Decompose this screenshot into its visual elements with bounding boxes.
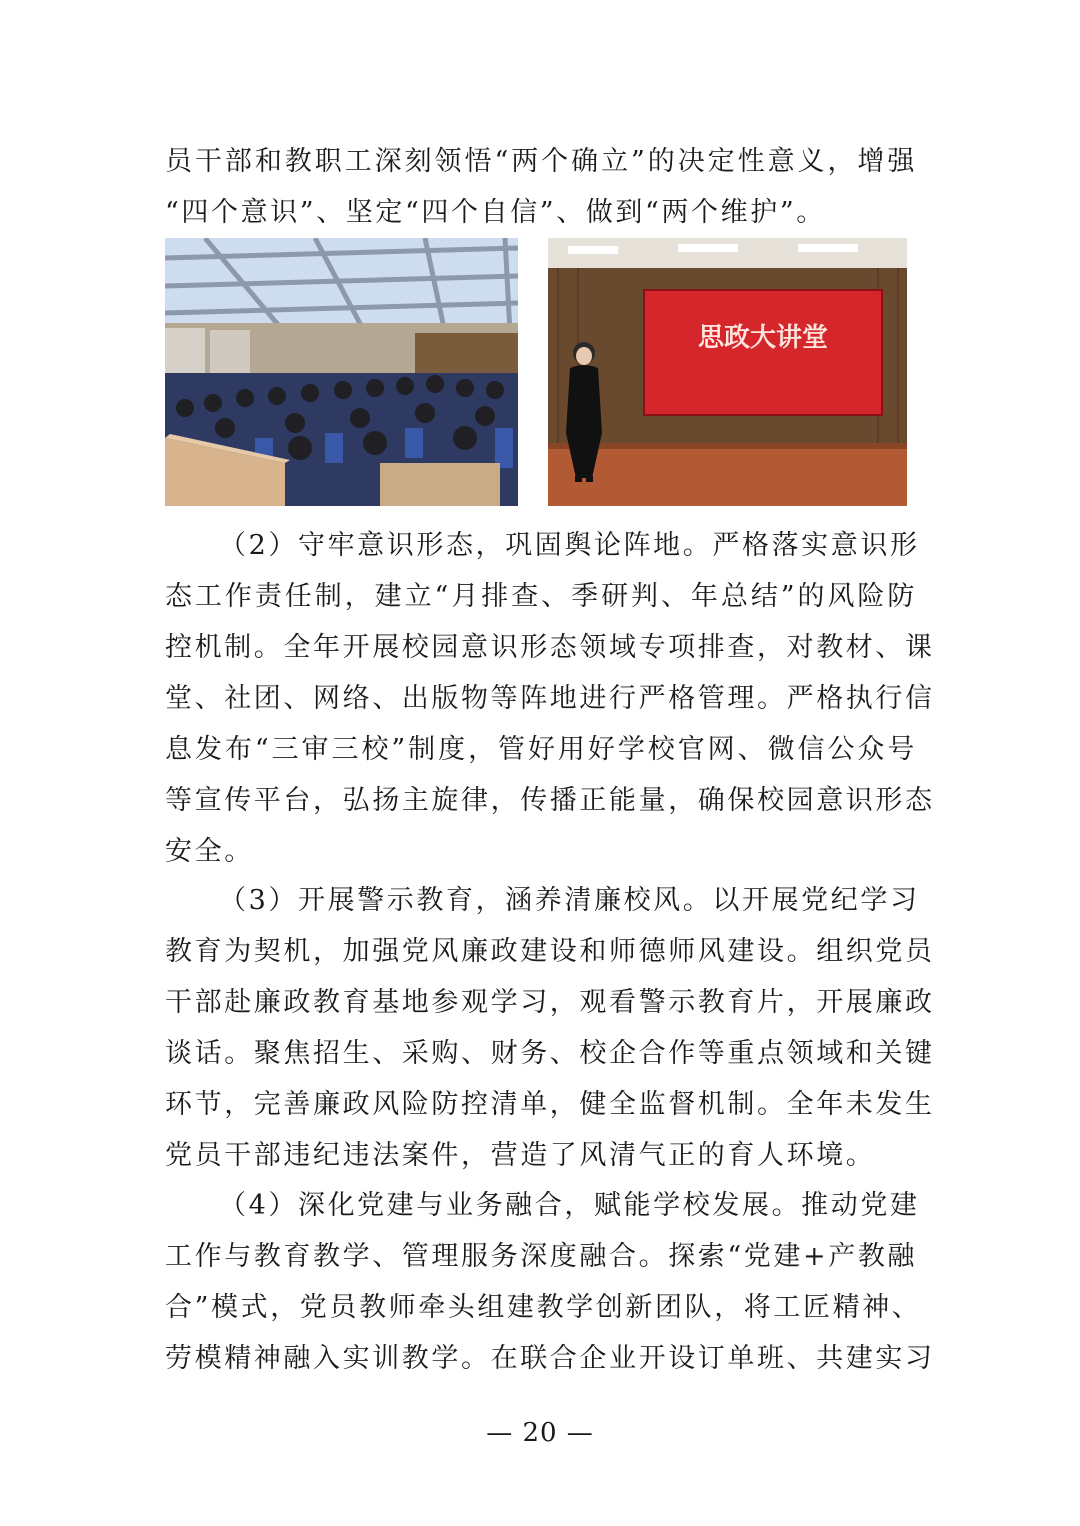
section-3-paragraph xyxy=(165,875,935,1181)
text-line: 教育为契机，加强党风廉政建设和师德师风建设。组织党员 xyxy=(165,936,935,967)
audience-illustration xyxy=(165,238,518,506)
text-line: 党员干部违纪违法案件，营造了风清气正的育人环境。 xyxy=(165,1140,876,1171)
text-line: 劳模精神融入实训教学。在联合企业开设订单班、共建实习 xyxy=(165,1343,935,1374)
section-4-paragraph xyxy=(165,1180,935,1384)
speaker-banner-photo xyxy=(548,238,907,506)
text-line: “四个意识”、坚定“四个自信”、做到“两个维护”。 xyxy=(165,197,826,228)
text-line: 安全。 xyxy=(165,836,254,867)
text-line: 谈话。聚焦招生、采购、财务、校企合作等重点领域和关键 xyxy=(165,1038,935,1069)
text-line: 堂、社团、网络、出版物等阵地进行严格管理。严格执行信 xyxy=(165,683,935,714)
text-line: 等宣传平台，弘扬主旋律，传播正能量，确保校园意识形态 xyxy=(165,785,935,816)
text-line: 干部赴廉政教育基地参观学习，观看警示教育片，开展廉政 xyxy=(165,987,935,1018)
text-line: 控机制。全年开展校园意识形态领域专项排查，对教材、课 xyxy=(165,632,935,663)
text-line: 合”模式，党员教师牵头组建教学创新团队，将工匠精神、 xyxy=(165,1292,922,1323)
speaker-illustration xyxy=(548,238,907,506)
text-line: 工作与教育教学、管理服务深度融合。探索“党建+产教融 xyxy=(165,1241,918,1272)
banner-text: 思政大讲堂 xyxy=(697,323,829,353)
text-line: （4）深化党建与业务融合，赋能学校发展。推动党建 xyxy=(219,1190,920,1221)
section-2-paragraph xyxy=(165,520,935,877)
page-number: — 20 — xyxy=(486,1418,594,1448)
lecture-audience-photo xyxy=(165,238,518,506)
text-line: 环节，完善廉政风险防控清单，健全监督机制。全年未发生 xyxy=(165,1089,935,1120)
text-line: 员干部和教职工深刻领悟“两个确立”的决定性意义，增强 xyxy=(165,146,917,177)
text-line: 态工作责任制，建立“月排查、季研判、年总结”的风险防 xyxy=(165,581,917,612)
text-line: （2）守牢意识形态，巩固舆论阵地。严格落实意识形 xyxy=(219,530,920,561)
text-line: （3）开展警示教育，涵养清廉校风。以开展党纪学习 xyxy=(219,885,920,916)
text-line: 息发布“三审三校”制度，管好用好学校官网、微信公众号 xyxy=(165,734,917,765)
intro-paragraph xyxy=(165,136,917,238)
